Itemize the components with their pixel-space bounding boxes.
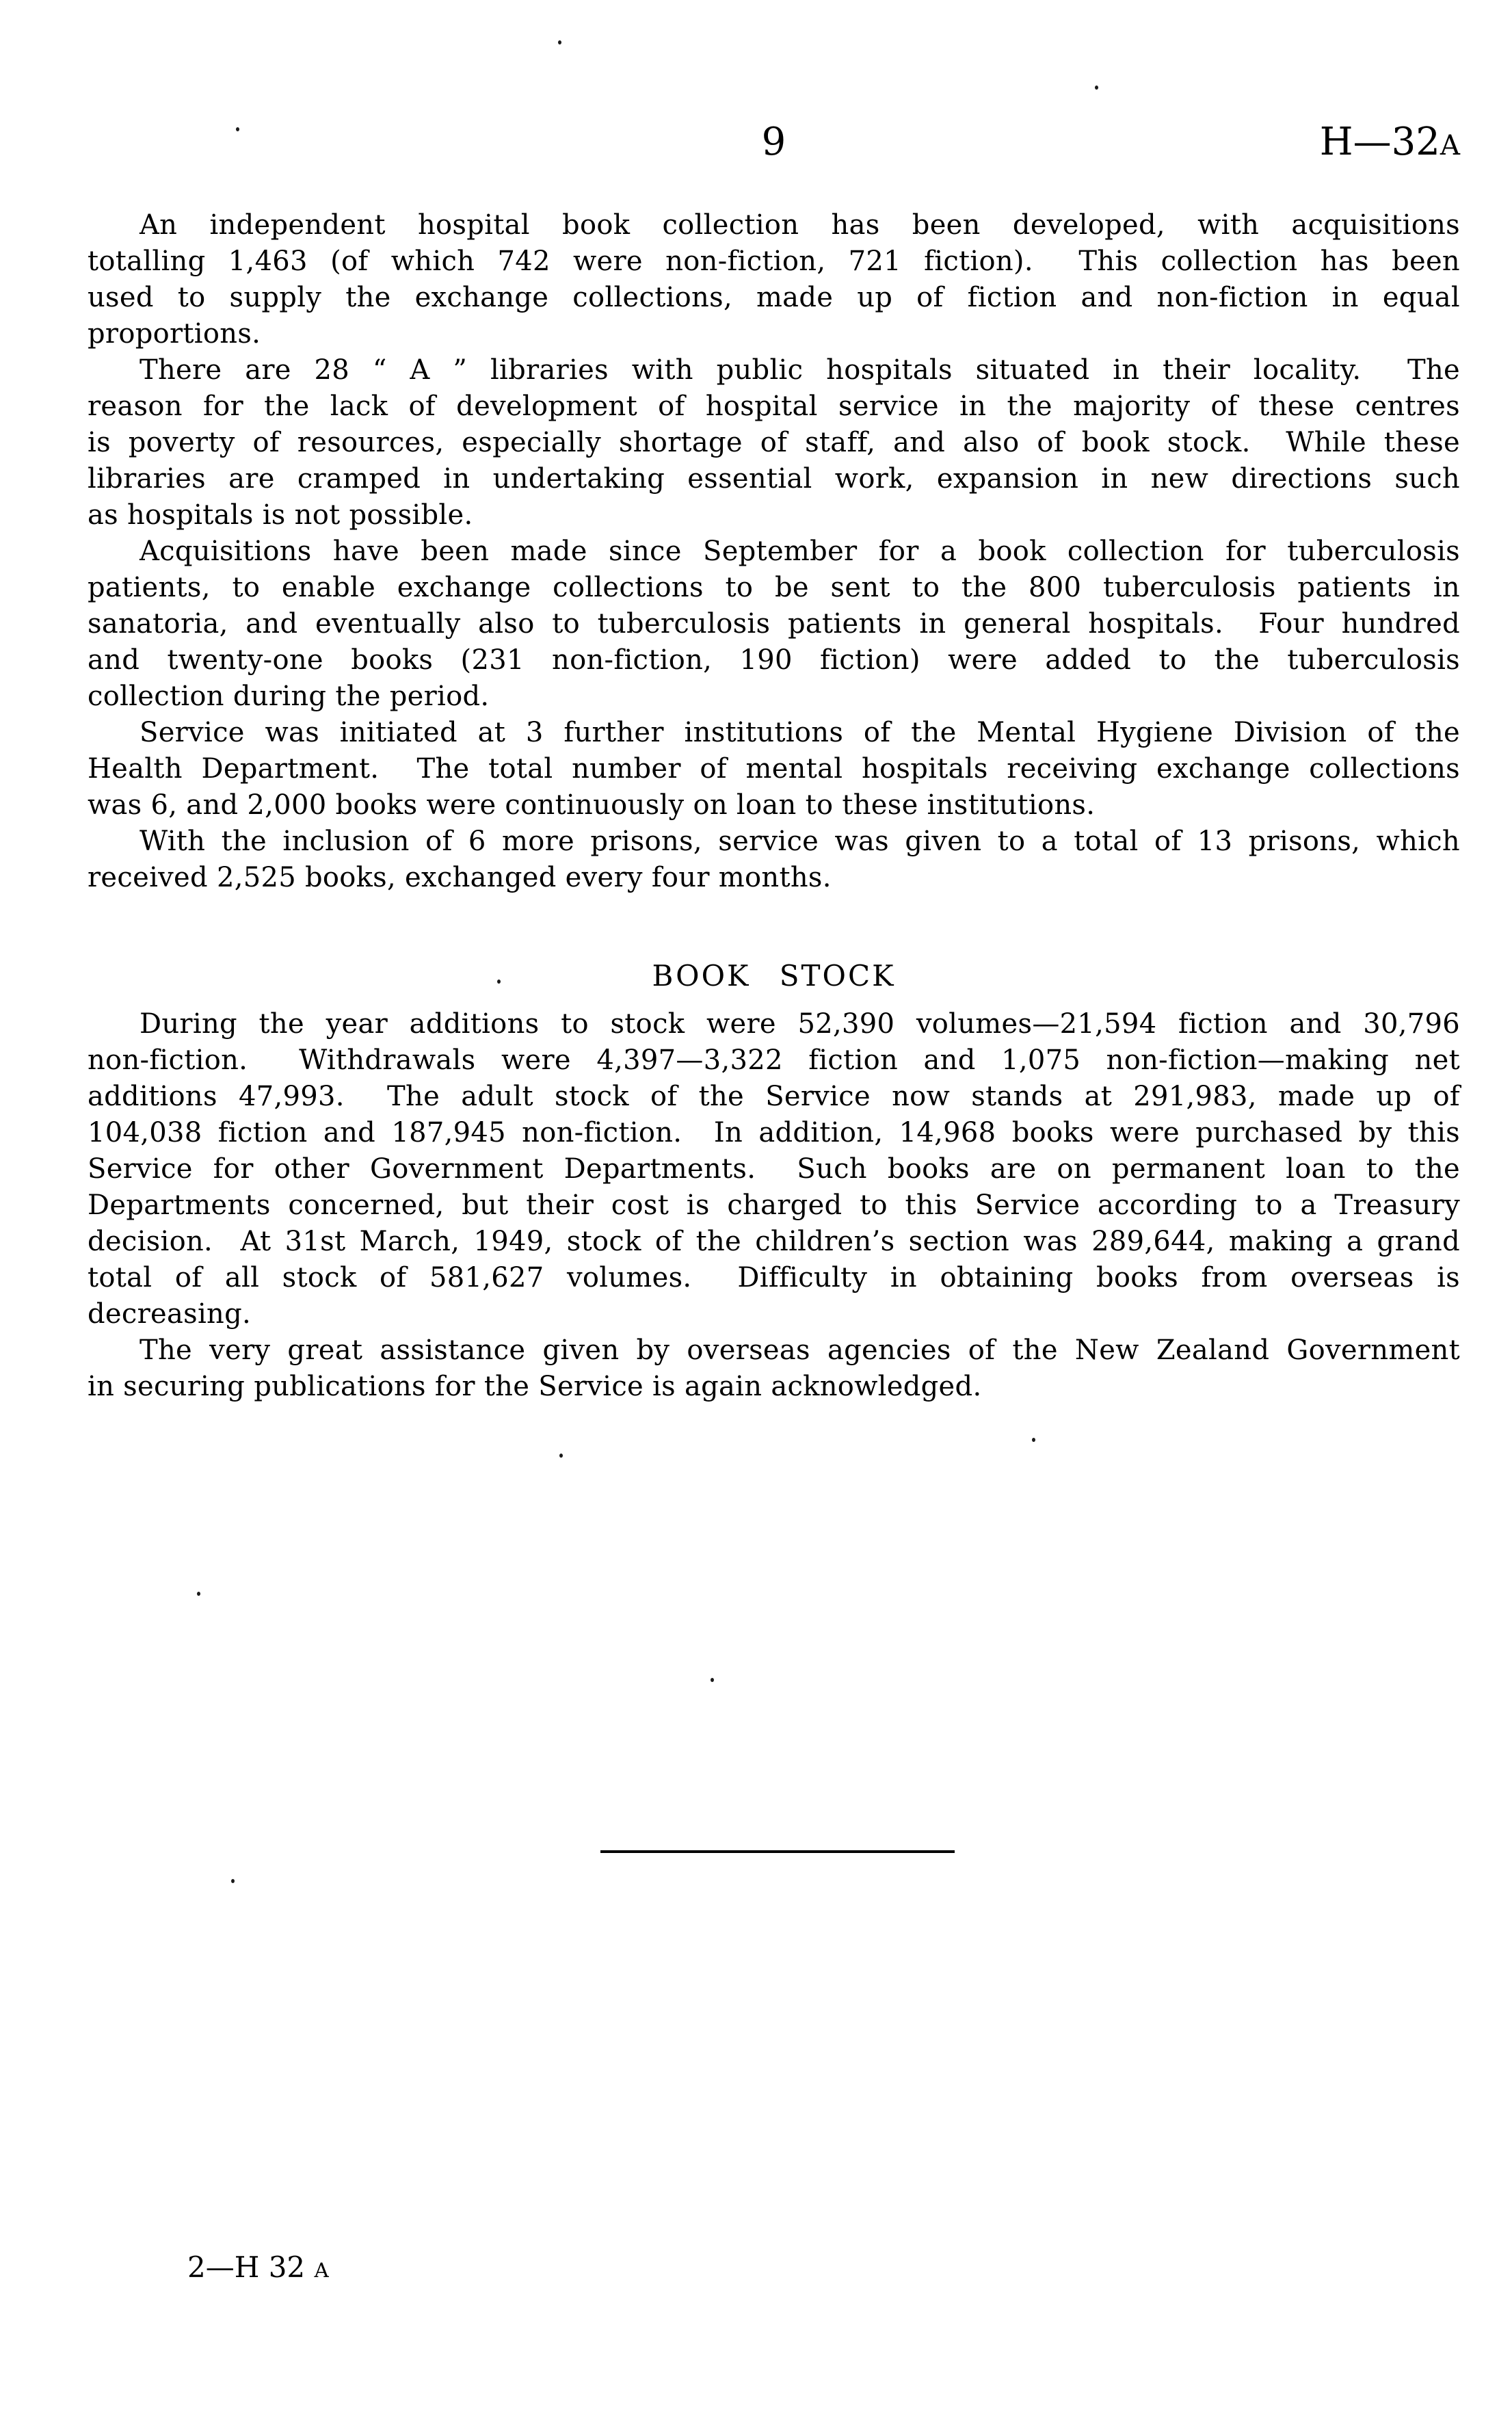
document-reference-main: H—32 — [1319, 120, 1440, 164]
page-number: 9 — [761, 120, 786, 164]
paragraph — [88, 824, 1460, 896]
text-line: An independent hospital book collection has been developed, with acquisitions — [140, 209, 1460, 241]
section-heading: BOOK STOCK — [652, 959, 896, 993]
text-line: Acquisitions have been made since September for a book collection for tuberculosis — [140, 536, 1460, 567]
scan-speck — [558, 40, 561, 44]
paragraph — [88, 534, 1460, 715]
paragraph — [88, 1006, 1460, 1332]
text-line: 104,038 fiction and 187,945 non-fiction. In addition, 14,968 books were purchased by this — [88, 1117, 1460, 1148]
scan-speck — [497, 980, 501, 984]
scan-speck — [1095, 86, 1098, 90]
text-line: totalling 1,463 (of which 742 were non-fiction, 721 fiction). This collection has been — [88, 246, 1460, 277]
footer-imprint-main: 2—H 32 — [187, 2250, 306, 2284]
page-header — [88, 122, 1460, 164]
scan-speck — [231, 1879, 235, 1883]
text-line: There are 28 “ A ” libraries with public hospitals situated in their locality. The — [140, 354, 1460, 386]
paragraph — [88, 1332, 1460, 1405]
text-line: non-fiction. Withdrawals were 4,397—3,322 fiction and 1,075 non-fiction—making net — [88, 1044, 1460, 1076]
scan-speck — [711, 1678, 714, 1682]
text-line: With the inclusion of 6 more prisons, service was given to a total of 13 prisons, which — [140, 826, 1460, 857]
paragraph — [88, 352, 1460, 534]
paragraph — [88, 715, 1460, 824]
text-line: patients, to enable exchange collections to be sent to the 800 tuberculosis patients in — [88, 572, 1460, 603]
text-line: in securing publications for the Service is again acknowledged. — [88, 1371, 982, 1402]
text-block — [88, 207, 1460, 1405]
scan-speck — [1032, 1438, 1035, 1442]
text-line: decreasing. — [88, 1298, 252, 1330]
document-reference — [1320, 122, 1460, 166]
footer-imprint — [187, 2252, 329, 2286]
text-line: reason for the lack of development of hospital service in the majority of these centres — [88, 391, 1460, 422]
text-line: and twenty-one books (231 non-fiction, 190 fiction) were added to the tuberculosis — [88, 644, 1460, 676]
text-line: Service for other Government Departments. Such books are on permanent loan to the — [88, 1153, 1460, 1185]
paragraph-group-bottom — [88, 1006, 1460, 1405]
scan-speck — [197, 1592, 200, 1596]
text-line: used to supply the exchange collections, made up of fiction and non-fiction in equal — [88, 282, 1460, 313]
paragraph — [88, 207, 1460, 352]
text-line: Health Department. The total number of mental hospitals receiving exchange collections — [88, 753, 1460, 785]
text-line: is poverty of resources, especially shortage of staff, and also of book stock. While these — [88, 427, 1460, 458]
footer-imprint-suffix: A — [314, 2259, 329, 2282]
text-line: as hospitals is not possible. — [88, 499, 473, 531]
text-line: During the year additions to stock were 52,390 volumes—21,594 fiction and 30,796 — [140, 1008, 1460, 1040]
text-line: libraries are cramped in undertaking essential work, expansion in new directions such — [88, 463, 1460, 495]
text-line: collection during the period. — [88, 681, 490, 712]
text-line: sanatoria, and eventually also to tuberculosis patients in general hospitals. Four hundred — [88, 608, 1460, 640]
text-line: was 6, and 2,000 books were continuously on loan to these institutions. — [88, 789, 1096, 821]
text-line: The very great assistance given by overseas agencies of the New Zealand Government — [140, 1335, 1460, 1366]
separator-rule — [600, 1850, 955, 1853]
text-line: received 2,525 books, exchanged every four months. — [88, 862, 832, 893]
paragraph-group-top — [88, 207, 1460, 896]
scan-speck — [559, 1454, 563, 1458]
scan-speck — [236, 127, 239, 131]
text-line: proportions. — [88, 318, 261, 350]
text-line: total of all stock of 581,627 volumes. Difficulty in obtaining books from overseas is — [88, 1262, 1460, 1293]
document-reference-suffix: A — [1440, 129, 1460, 161]
text-line: additions 47,993. The adult stock of the Service now stands at 291,983, made up of — [88, 1081, 1460, 1112]
text-line: Departments concerned, but their cost is charged to this Service according to a Treasury — [88, 1190, 1460, 1221]
text-line: decision. At 31st March, 1949, stock of the children’s section was 289,644, making a grand — [88, 1226, 1460, 1257]
text-line: Service was initiated at 3 further institutions of the Mental Hygiene Division of the — [140, 717, 1460, 748]
